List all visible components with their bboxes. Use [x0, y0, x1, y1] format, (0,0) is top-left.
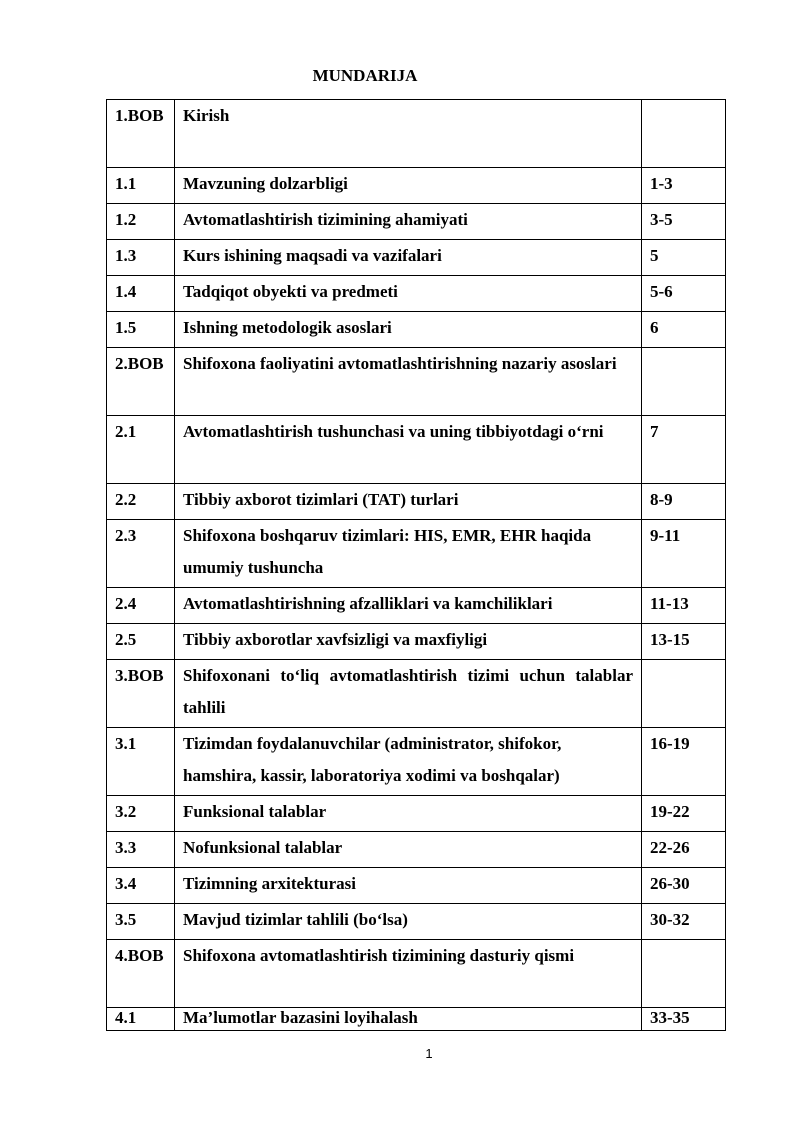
- page-number: 1: [425, 1046, 433, 1061]
- section-number: 1.BOB: [107, 100, 175, 168]
- section-number: 2.3: [107, 520, 175, 588]
- toc-row: [107, 832, 726, 868]
- page-range: 11-13: [642, 588, 726, 624]
- toc-row: [107, 904, 726, 940]
- section-title: Mavjud tizimlar tahlili (bo‘lsa): [175, 904, 642, 940]
- page-range: 7: [642, 416, 726, 484]
- page-range: 30-32: [642, 904, 726, 940]
- section-number: 3.1: [107, 728, 175, 796]
- section-title: Shifoxona boshqaruv tizimlari: HIS, EMR, EHR haqida umumiy tushuncha: [175, 520, 642, 588]
- toc-row: [107, 204, 726, 240]
- toc-row: [107, 100, 726, 168]
- section-number: 3.4: [107, 868, 175, 904]
- page-range: 5: [642, 240, 726, 276]
- section-number: 1.4: [107, 276, 175, 312]
- toc-row: [107, 588, 726, 624]
- page-range: 8-9: [642, 484, 726, 520]
- section-title: Funksional talablar: [175, 796, 642, 832]
- section-number: 2.BOB: [107, 348, 175, 416]
- toc-row: [107, 1008, 726, 1031]
- document-title: MUNDARIJA: [312, 66, 418, 85]
- section-title: Ishning metodologik asoslari: [175, 312, 642, 348]
- section-number: 1.3: [107, 240, 175, 276]
- section-title: Shifoxona avtomatlashtirish tizimining dasturiy qismi: [175, 940, 642, 1008]
- section-number: 1.2: [107, 204, 175, 240]
- section-number: 3.5: [107, 904, 175, 940]
- section-number: 2.5: [107, 624, 175, 660]
- page-range: 1-3: [642, 168, 726, 204]
- toc-row: [107, 520, 726, 588]
- section-number: 1.5: [107, 312, 175, 348]
- page-range: [642, 100, 726, 168]
- toc-row: [107, 312, 726, 348]
- section-title: Nofunksional talablar: [175, 832, 642, 868]
- page-range: 33-35: [642, 1008, 726, 1031]
- section-title: Shifoxonani to‘liq avtomatlashtirish tizimi uchun talablar tahlili: [175, 660, 642, 728]
- page-range: 5-6: [642, 276, 726, 312]
- page-range: [642, 348, 726, 416]
- section-title: Avtomatlashtirishning afzalliklari va kamchiliklari: [175, 588, 642, 624]
- section-title: Tadqiqot obyekti va predmeti: [175, 276, 642, 312]
- page-range: 16-19: [642, 728, 726, 796]
- page-range: 26-30: [642, 868, 726, 904]
- toc-row: [107, 940, 726, 1008]
- page-range: 22-26: [642, 832, 726, 868]
- section-number: 3.3: [107, 832, 175, 868]
- page-range: 3-5: [642, 204, 726, 240]
- toc-row: [107, 276, 726, 312]
- section-number: 4.1: [107, 1008, 175, 1031]
- section-title: Shifoxona faoliyatini avtomatlashtirishning nazariy asoslari: [175, 348, 642, 416]
- section-title: Mavzuning dolzarbligi: [175, 168, 642, 204]
- section-number: 2.4: [107, 588, 175, 624]
- toc-row: [107, 484, 726, 520]
- table-of-contents: [106, 99, 726, 1031]
- toc-row: [107, 660, 726, 728]
- page-range: 6: [642, 312, 726, 348]
- section-title: Kirish: [175, 100, 642, 168]
- section-number: 1.1: [107, 168, 175, 204]
- section-title: Kurs ishining maqsadi va vazifalari: [175, 240, 642, 276]
- toc-row: [107, 796, 726, 832]
- section-number: 2.1: [107, 416, 175, 484]
- section-number: 4.BOB: [107, 940, 175, 1008]
- page-range: [642, 660, 726, 728]
- toc-row: [107, 624, 726, 660]
- page-range: 13-15: [642, 624, 726, 660]
- toc-row: [107, 168, 726, 204]
- section-title: Tizimning arxitekturasi: [175, 868, 642, 904]
- section-number: 3.BOB: [107, 660, 175, 728]
- toc-row: [107, 728, 726, 796]
- toc-row: [107, 868, 726, 904]
- section-number: 3.2: [107, 796, 175, 832]
- page-range: 9-11: [642, 520, 726, 588]
- section-title: Avtomatlashtirish tushunchasi va uning tibbiyotdagi o‘rni: [175, 416, 642, 484]
- section-title: Avtomatlashtirish tizimining ahamiyati: [175, 204, 642, 240]
- page-range: 19-22: [642, 796, 726, 832]
- page-range: [642, 940, 726, 1008]
- toc-row: [107, 348, 726, 416]
- section-title: Tizimdan foydalanuvchilar (administrator, shifokor, hamshira, kassir, laboratoriya xodimi va boshqalar): [175, 728, 642, 796]
- section-number: 2.2: [107, 484, 175, 520]
- section-title: Tibbiy axborotlar xavfsizligi va maxfiyligi: [175, 624, 642, 660]
- section-title: Ma’lumotlar bazasini loyihalash: [175, 1008, 642, 1031]
- toc-row: [107, 416, 726, 484]
- toc-row: [107, 240, 726, 276]
- section-title: Tibbiy axborot tizimlari (TAT) turlari: [175, 484, 642, 520]
